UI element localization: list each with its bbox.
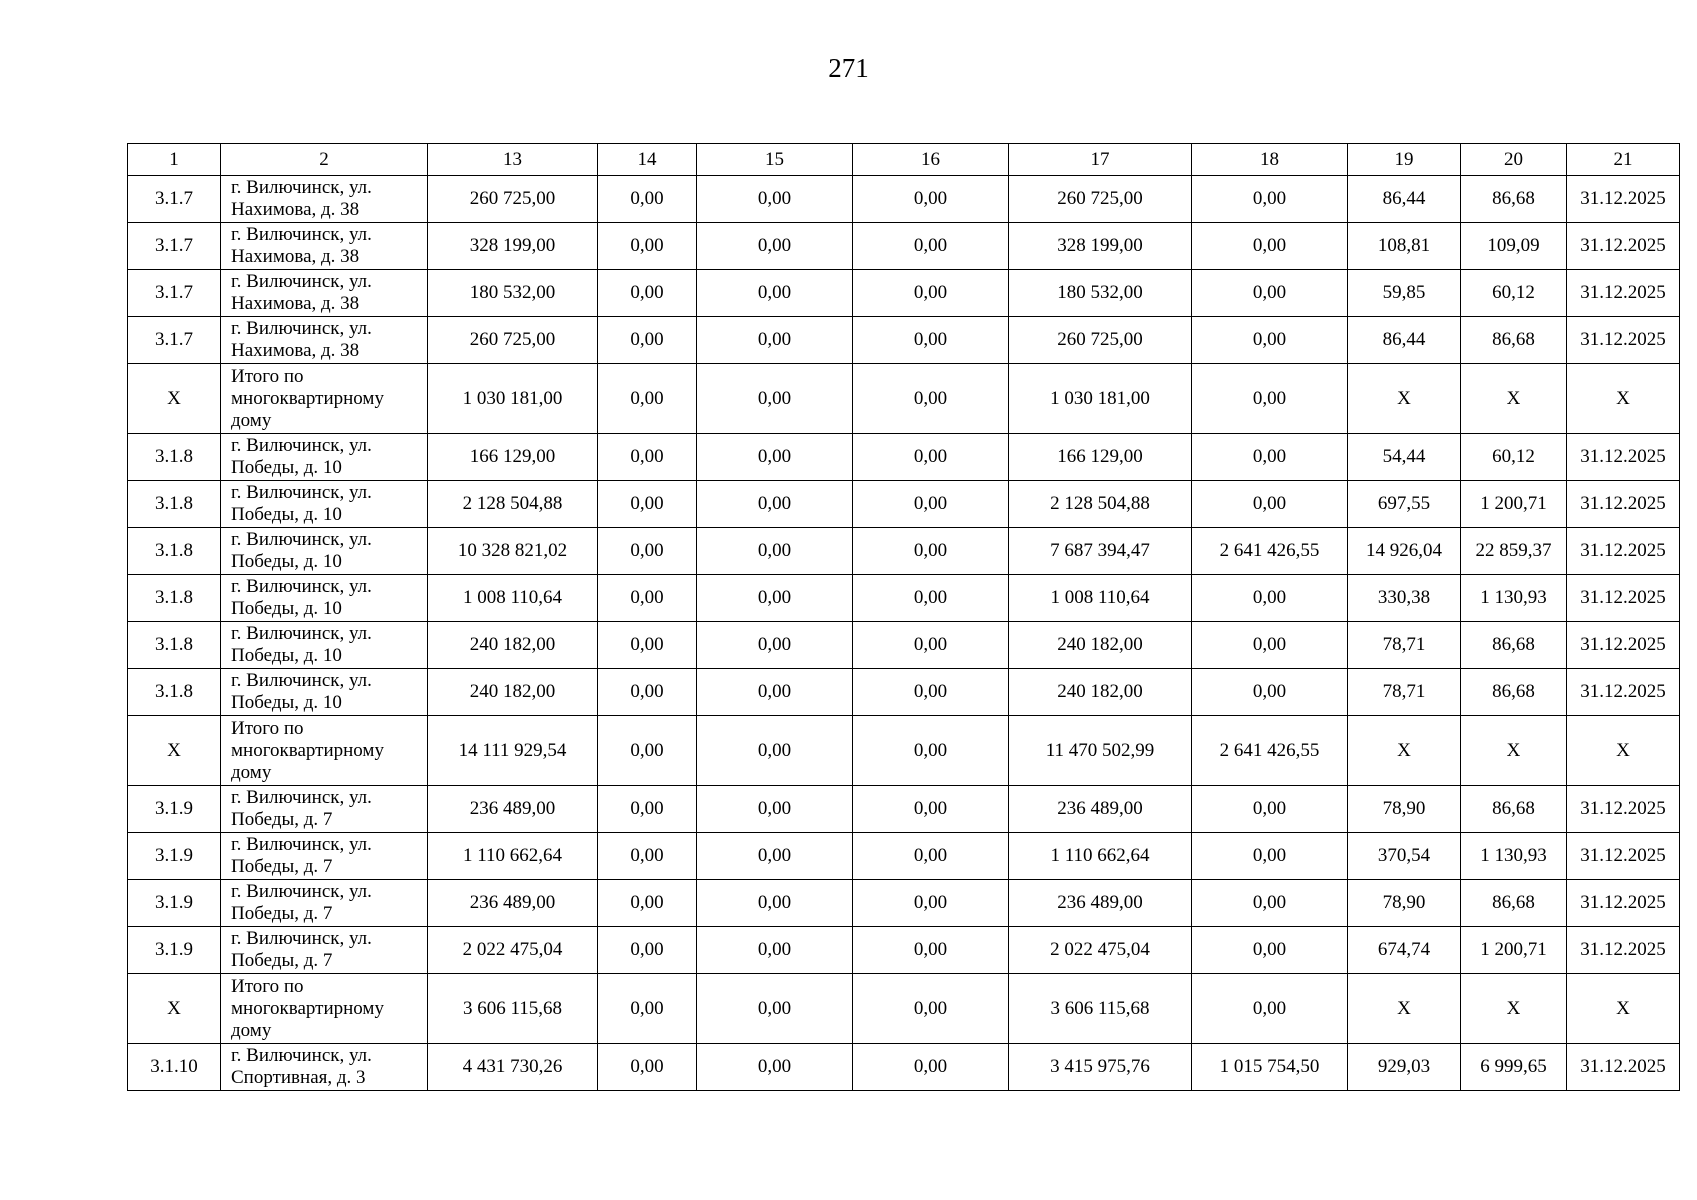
cell-col-14: 0,00 (598, 716, 697, 786)
cell-col-20: 6 999,65 (1461, 1044, 1567, 1091)
table-row-total (128, 974, 1680, 1044)
cell-col-17: 7 687 394,47 (1009, 528, 1192, 575)
table-row (128, 317, 1680, 364)
cell-col-13: 180 532,00 (428, 270, 598, 317)
cell-col-17: 1 008 110,64 (1009, 575, 1192, 622)
cell-col-14: 0,00 (598, 927, 697, 974)
cell-col-17: 1 110 662,64 (1009, 833, 1192, 880)
cell-col-21: 31.12.2025 (1567, 434, 1680, 481)
cell-col-21: 31.12.2025 (1567, 481, 1680, 528)
cell-row-number: 3.1.9 (128, 786, 221, 833)
header-col-20: 20 (1461, 144, 1567, 176)
cell-col-18: 0,00 (1192, 927, 1348, 974)
table-row (128, 669, 1680, 716)
cell-col-18: 1 015 754,50 (1192, 1044, 1348, 1091)
cell-col-21: 31.12.2025 (1567, 622, 1680, 669)
cell-col-18: 2 641 426,55 (1192, 716, 1348, 786)
cell-col-14: 0,00 (598, 481, 697, 528)
cell-col-20: 1 130,93 (1461, 833, 1567, 880)
cell-row-number: 3.1.7 (128, 176, 221, 223)
cell-col-15: 0,00 (697, 528, 853, 575)
cell-col-14: 0,00 (598, 833, 697, 880)
cell-col-21: X (1567, 974, 1680, 1044)
cell-col-19: 370,54 (1348, 833, 1461, 880)
cell-col-20: 109,09 (1461, 223, 1567, 270)
table-row (128, 528, 1680, 575)
cell-col-19: 86,44 (1348, 317, 1461, 364)
cell-col-18: 0,00 (1192, 833, 1348, 880)
cell-col-16: 0,00 (853, 716, 1009, 786)
table-row (128, 270, 1680, 317)
cell-col-18: 0,00 (1192, 880, 1348, 927)
header-col-13: 13 (428, 144, 598, 176)
cell-address: Итого по многоквартирному дому (221, 716, 428, 786)
cell-col-13: 260 725,00 (428, 317, 598, 364)
cell-address: г. Вилючинск, ул. Победы, д. 10 (221, 481, 428, 528)
cell-col-16: 0,00 (853, 575, 1009, 622)
cell-address: г. Вилючинск, ул. Нахимова, д. 38 (221, 176, 428, 223)
cell-col-13: 328 199,00 (428, 223, 598, 270)
cell-col-19: 697,55 (1348, 481, 1461, 528)
cell-col-18: 0,00 (1192, 669, 1348, 716)
cell-col-14: 0,00 (598, 270, 697, 317)
cell-col-19: 108,81 (1348, 223, 1461, 270)
cell-col-16: 0,00 (853, 481, 1009, 528)
cell-col-19: 78,90 (1348, 786, 1461, 833)
header-row (128, 144, 1680, 176)
cell-address: г. Вилючинск, ул. Победы, д. 10 (221, 669, 428, 716)
cell-col-21: X (1567, 364, 1680, 434)
cell-col-17: 2 022 475,04 (1009, 927, 1192, 974)
cell-col-21: X (1567, 716, 1680, 786)
cell-row-number: 3.1.8 (128, 434, 221, 481)
cell-col-14: 0,00 (598, 223, 697, 270)
cell-col-17: 166 129,00 (1009, 434, 1192, 481)
cell-address: г. Вилючинск, ул. Победы, д. 10 (221, 575, 428, 622)
header-col-14: 14 (598, 144, 697, 176)
cell-col-13: 260 725,00 (428, 176, 598, 223)
cell-col-17: 260 725,00 (1009, 317, 1192, 364)
cell-col-13: 1 110 662,64 (428, 833, 598, 880)
cell-col-18: 0,00 (1192, 176, 1348, 223)
cell-row-number: 3.1.7 (128, 223, 221, 270)
cell-col-15: 0,00 (697, 481, 853, 528)
cell-col-20: 22 859,37 (1461, 528, 1567, 575)
cell-col-18: 0,00 (1192, 622, 1348, 669)
cell-col-13: 2 022 475,04 (428, 927, 598, 974)
cell-row-number: 3.1.8 (128, 528, 221, 575)
cell-col-13: 236 489,00 (428, 786, 598, 833)
table-row (128, 1044, 1680, 1091)
cell-col-19: 78,90 (1348, 880, 1461, 927)
data-table (127, 143, 1680, 1091)
table-row-total (128, 364, 1680, 434)
cell-col-19: 14 926,04 (1348, 528, 1461, 575)
cell-col-21: 31.12.2025 (1567, 528, 1680, 575)
cell-col-13: 240 182,00 (428, 622, 598, 669)
cell-col-18: 0,00 (1192, 364, 1348, 434)
cell-col-17: 260 725,00 (1009, 176, 1192, 223)
cell-col-14: 0,00 (598, 669, 697, 716)
cell-col-18: 0,00 (1192, 223, 1348, 270)
cell-col-19: 674,74 (1348, 927, 1461, 974)
header-col-21: 21 (1567, 144, 1680, 176)
cell-col-16: 0,00 (853, 927, 1009, 974)
cell-col-15: 0,00 (697, 270, 853, 317)
cell-col-18: 0,00 (1192, 575, 1348, 622)
cell-col-21: 31.12.2025 (1567, 786, 1680, 833)
cell-col-21: 31.12.2025 (1567, 317, 1680, 364)
cell-col-15: 0,00 (697, 927, 853, 974)
cell-col-16: 0,00 (853, 833, 1009, 880)
header-col-18: 18 (1192, 144, 1348, 176)
header-col-16: 16 (853, 144, 1009, 176)
header-col-19: 19 (1348, 144, 1461, 176)
cell-col-21: 31.12.2025 (1567, 176, 1680, 223)
cell-address: г. Вилючинск, ул. Победы, д. 7 (221, 833, 428, 880)
cell-col-19: 929,03 (1348, 1044, 1461, 1091)
cell-col-19: 78,71 (1348, 622, 1461, 669)
cell-col-17: 328 199,00 (1009, 223, 1192, 270)
cell-col-16: 0,00 (853, 974, 1009, 1044)
table-row (128, 176, 1680, 223)
cell-col-20: 1 130,93 (1461, 575, 1567, 622)
cell-col-14: 0,00 (598, 974, 697, 1044)
cell-col-14: 0,00 (598, 317, 697, 364)
cell-col-20: X (1461, 974, 1567, 1044)
cell-col-15: 0,00 (697, 1044, 853, 1091)
cell-col-19: X (1348, 716, 1461, 786)
cell-col-16: 0,00 (853, 364, 1009, 434)
cell-col-20: 86,68 (1461, 786, 1567, 833)
cell-col-15: 0,00 (697, 974, 853, 1044)
cell-col-19: 78,71 (1348, 669, 1461, 716)
table-row (128, 833, 1680, 880)
cell-col-14: 0,00 (598, 434, 697, 481)
table-row (128, 434, 1680, 481)
cell-col-20: 86,68 (1461, 880, 1567, 927)
cell-col-21: 31.12.2025 (1567, 223, 1680, 270)
cell-col-16: 0,00 (853, 270, 1009, 317)
cell-address: г. Вилючинск, ул. Нахимова, д. 38 (221, 223, 428, 270)
cell-col-16: 0,00 (853, 528, 1009, 575)
cell-col-17: 1 030 181,00 (1009, 364, 1192, 434)
cell-col-14: 0,00 (598, 364, 697, 434)
cell-col-16: 0,00 (853, 317, 1009, 364)
cell-col-21: 31.12.2025 (1567, 575, 1680, 622)
cell-row-number: X (128, 974, 221, 1044)
cell-col-13: 10 328 821,02 (428, 528, 598, 575)
cell-col-20: 60,12 (1461, 270, 1567, 317)
table-row (128, 223, 1680, 270)
cell-col-14: 0,00 (598, 1044, 697, 1091)
cell-col-20: 86,68 (1461, 317, 1567, 364)
cell-col-18: 0,00 (1192, 786, 1348, 833)
cell-col-20: X (1461, 716, 1567, 786)
cell-col-20: 86,68 (1461, 622, 1567, 669)
cell-address: г. Вилючинск, ул. Спортивная, д. 3 (221, 1044, 428, 1091)
cell-col-14: 0,00 (598, 528, 697, 575)
cell-col-20: 1 200,71 (1461, 927, 1567, 974)
cell-col-19: X (1348, 974, 1461, 1044)
cell-col-13: 14 111 929,54 (428, 716, 598, 786)
cell-address: г. Вилючинск, ул. Победы, д. 10 (221, 528, 428, 575)
cell-col-20: 1 200,71 (1461, 481, 1567, 528)
cell-address: Итого по многоквартирному дому (221, 974, 428, 1044)
cell-col-16: 0,00 (853, 880, 1009, 927)
cell-col-18: 0,00 (1192, 270, 1348, 317)
cell-col-13: 166 129,00 (428, 434, 598, 481)
cell-row-number: 3.1.8 (128, 669, 221, 716)
cell-row-number: 3.1.8 (128, 481, 221, 528)
cell-col-14: 0,00 (598, 880, 697, 927)
cell-col-14: 0,00 (598, 575, 697, 622)
cell-col-14: 0,00 (598, 176, 697, 223)
cell-col-13: 2 128 504,88 (428, 481, 598, 528)
cell-col-15: 0,00 (697, 223, 853, 270)
cell-address: г. Вилючинск, ул. Победы, д. 7 (221, 786, 428, 833)
cell-col-13: 1 030 181,00 (428, 364, 598, 434)
cell-col-15: 0,00 (697, 622, 853, 669)
cell-col-17: 180 532,00 (1009, 270, 1192, 317)
cell-col-13: 240 182,00 (428, 669, 598, 716)
cell-col-13: 3 606 115,68 (428, 974, 598, 1044)
cell-col-15: 0,00 (697, 575, 853, 622)
cell-col-18: 0,00 (1192, 481, 1348, 528)
cell-col-14: 0,00 (598, 622, 697, 669)
header-col-2: 2 (221, 144, 428, 176)
table-row (128, 927, 1680, 974)
cell-col-16: 0,00 (853, 434, 1009, 481)
cell-col-18: 2 641 426,55 (1192, 528, 1348, 575)
cell-row-number: 3.1.9 (128, 833, 221, 880)
cell-col-16: 0,00 (853, 1044, 1009, 1091)
cell-col-15: 0,00 (697, 364, 853, 434)
cell-col-17: 240 182,00 (1009, 622, 1192, 669)
cell-col-15: 0,00 (697, 669, 853, 716)
cell-address: г. Вилючинск, ул. Нахимова, д. 38 (221, 270, 428, 317)
cell-col-15: 0,00 (697, 833, 853, 880)
header-col-1: 1 (128, 144, 221, 176)
cell-col-16: 0,00 (853, 176, 1009, 223)
cell-col-15: 0,00 (697, 317, 853, 364)
cell-col-16: 0,00 (853, 223, 1009, 270)
header-col-17: 17 (1009, 144, 1192, 176)
cell-col-18: 0,00 (1192, 434, 1348, 481)
cell-row-number: 3.1.9 (128, 880, 221, 927)
cell-row-number: 3.1.9 (128, 927, 221, 974)
cell-address: г. Вилючинск, ул. Победы, д. 10 (221, 434, 428, 481)
table-row (128, 481, 1680, 528)
table-row (128, 880, 1680, 927)
cell-col-21: 31.12.2025 (1567, 270, 1680, 317)
header-col-15: 15 (697, 144, 853, 176)
cell-col-15: 0,00 (697, 880, 853, 927)
cell-col-21: 31.12.2025 (1567, 833, 1680, 880)
cell-col-18: 0,00 (1192, 974, 1348, 1044)
cell-row-number: 3.1.7 (128, 317, 221, 364)
cell-col-16: 0,00 (853, 786, 1009, 833)
cell-row-number: 3.1.8 (128, 575, 221, 622)
cell-col-19: 86,44 (1348, 176, 1461, 223)
cell-col-21: 31.12.2025 (1567, 1044, 1680, 1091)
cell-address: г. Вилючинск, ул. Победы, д. 7 (221, 927, 428, 974)
cell-col-19: 59,85 (1348, 270, 1461, 317)
cell-col-20: X (1461, 364, 1567, 434)
cell-col-20: 86,68 (1461, 176, 1567, 223)
cell-col-17: 236 489,00 (1009, 786, 1192, 833)
table-row (128, 786, 1680, 833)
cell-col-21: 31.12.2025 (1567, 880, 1680, 927)
cell-col-16: 0,00 (853, 669, 1009, 716)
cell-col-16: 0,00 (853, 622, 1009, 669)
cell-col-19: 330,38 (1348, 575, 1461, 622)
cell-row-number: 3.1.10 (128, 1044, 221, 1091)
cell-col-15: 0,00 (697, 716, 853, 786)
cell-col-14: 0,00 (598, 786, 697, 833)
table-body (128, 176, 1680, 1091)
cell-col-21: 31.12.2025 (1567, 669, 1680, 716)
table-row-total (128, 716, 1680, 786)
cell-row-number: 3.1.7 (128, 270, 221, 317)
table-row (128, 622, 1680, 669)
cell-col-13: 1 008 110,64 (428, 575, 598, 622)
cell-row-number: 3.1.8 (128, 622, 221, 669)
cell-col-17: 236 489,00 (1009, 880, 1192, 927)
cell-col-19: X (1348, 364, 1461, 434)
cell-address: Итого по многоквартирному дому (221, 364, 428, 434)
cell-address: г. Вилючинск, ул. Нахимова, д. 38 (221, 317, 428, 364)
page-number: 271 (828, 53, 869, 83)
cell-col-21: 31.12.2025 (1567, 927, 1680, 974)
cell-row-number: X (128, 716, 221, 786)
cell-col-18: 0,00 (1192, 317, 1348, 364)
cell-row-number: X (128, 364, 221, 434)
cell-col-20: 86,68 (1461, 669, 1567, 716)
cell-address: г. Вилючинск, ул. Победы, д. 7 (221, 880, 428, 927)
cell-col-13: 236 489,00 (428, 880, 598, 927)
cell-col-15: 0,00 (697, 786, 853, 833)
cell-col-15: 0,00 (697, 176, 853, 223)
cell-col-17: 3 606 115,68 (1009, 974, 1192, 1044)
cell-col-17: 3 415 975,76 (1009, 1044, 1192, 1091)
cell-address: г. Вилючинск, ул. Победы, д. 10 (221, 622, 428, 669)
cell-col-15: 0,00 (697, 434, 853, 481)
table-row (128, 575, 1680, 622)
cell-col-19: 54,44 (1348, 434, 1461, 481)
cell-col-17: 11 470 502,99 (1009, 716, 1192, 786)
cell-col-20: 60,12 (1461, 434, 1567, 481)
cell-col-17: 2 128 504,88 (1009, 481, 1192, 528)
cell-col-17: 240 182,00 (1009, 669, 1192, 716)
cell-col-13: 4 431 730,26 (428, 1044, 598, 1091)
